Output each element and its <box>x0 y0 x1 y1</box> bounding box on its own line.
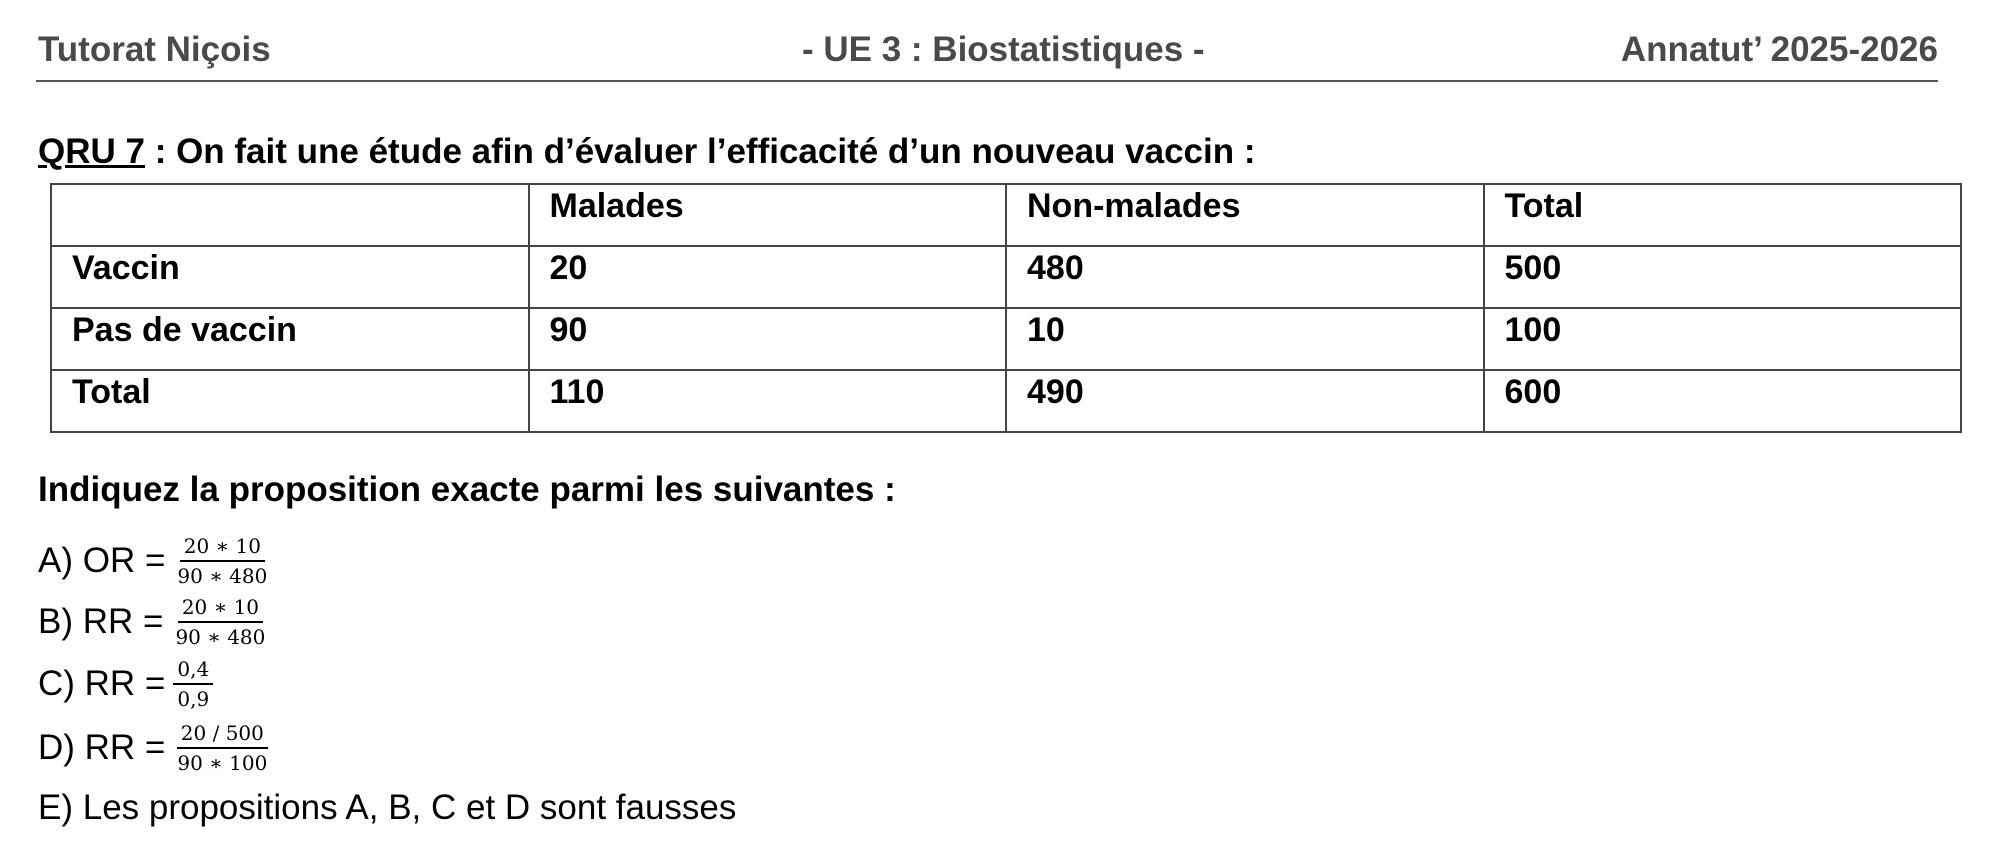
table-row <box>51 308 1961 370</box>
fraction <box>171 597 269 647</box>
question-id: QRU 7 <box>38 132 145 171</box>
table-cell: 600 <box>1484 370 1962 432</box>
table-row <box>51 246 1961 308</box>
fraction <box>173 723 271 773</box>
fraction-denominator: 0,9 <box>177 687 210 711</box>
header-cell-total: Total <box>1484 184 1962 246</box>
row-label: Total <box>51 370 529 432</box>
question-title <box>38 132 1255 172</box>
option-d[interactable] <box>38 723 271 773</box>
table-cell: 500 <box>1484 246 1962 308</box>
contingency-table <box>50 183 1962 433</box>
header-year: Annatut’ 2025-2026 <box>1620 30 1938 69</box>
table-cell: 110 <box>529 370 1007 432</box>
option-label: C) RR = <box>38 664 166 703</box>
question-text: : On fait une étude afin d’évaluer l’efficacité d’un nouveau vaccin : <box>144 132 1256 171</box>
table-cell: 480 <box>1006 246 1484 308</box>
fraction-denominator: 90 ∗ 100 <box>177 751 268 775</box>
table-cell: 100 <box>1484 308 1962 370</box>
fraction <box>173 659 213 709</box>
fraction <box>173 536 271 586</box>
fraction-numerator: 0,4 <box>173 659 213 685</box>
option-a[interactable] <box>38 536 271 586</box>
table-header-row <box>51 184 1961 246</box>
table-cell: 20 <box>529 246 1007 308</box>
header-cell-non-malades: Non-malades <box>1006 184 1484 246</box>
table-cell: 490 <box>1006 370 1484 432</box>
option-b[interactable] <box>38 597 269 647</box>
option-e[interactable] <box>38 788 744 828</box>
table-cell: 10 <box>1006 308 1484 370</box>
row-label: Pas de vaccin <box>51 308 529 370</box>
fraction-numerator: 20 ∗ 10 <box>180 536 265 562</box>
table-cell: 90 <box>529 308 1007 370</box>
option-label: B) RR = <box>38 602 164 641</box>
fraction-denominator: 90 ∗ 480 <box>177 564 268 588</box>
header-subject: - UE 3 : Biostatistiques - <box>802 30 1205 69</box>
fraction-numerator: 20 / 500 <box>177 723 268 749</box>
option-label: E) Les propositions A, B, C et D sont fausses <box>38 788 737 827</box>
header-cell-malades: Malades <box>529 184 1007 246</box>
header-organization: Tutorat Niçois <box>38 30 271 69</box>
table-row <box>51 370 1961 432</box>
header-cell-empty <box>51 184 529 246</box>
option-c[interactable] <box>38 659 213 709</box>
page-header <box>36 28 1938 82</box>
fraction-numerator: 20 ∗ 10 <box>178 597 263 623</box>
row-label: Vaccin <box>51 246 529 308</box>
fraction-denominator: 90 ∗ 480 <box>175 625 266 649</box>
option-label: A) OR = <box>38 541 166 580</box>
instruction-text: Indiquez la proposition exacte parmi les suivantes : <box>38 470 896 509</box>
option-label: D) RR = <box>38 728 166 767</box>
